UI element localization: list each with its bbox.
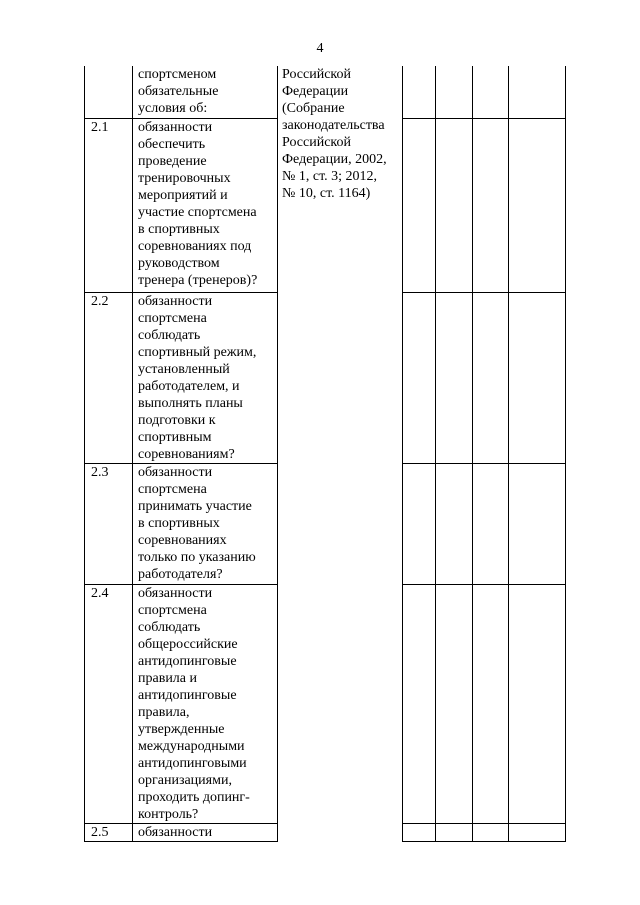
question-cell: [133, 823, 278, 841]
answer-cell: [436, 463, 473, 584]
law-line: № 1, ст. 3; 2012,: [282, 169, 378, 184]
question-line: общероссийские: [138, 636, 238, 652]
question-line: обязанности: [138, 824, 213, 840]
question-line: организациями,: [138, 772, 232, 788]
question-line: обязанности: [138, 293, 213, 309]
question-line: в спортивных: [138, 515, 220, 531]
answer-cell: [473, 66, 509, 118]
question-cell: [133, 463, 278, 584]
answer-cell: [473, 292, 509, 463]
answer-cell: [403, 66, 436, 118]
answer-cell: [436, 584, 473, 823]
question-line: тренировочных: [138, 170, 231, 186]
answer-cell: [509, 463, 566, 584]
law-reference-cell: [278, 66, 403, 841]
answer-cell: [509, 292, 566, 463]
question-line: обеспечить: [138, 136, 206, 152]
answer-cell: [473, 584, 509, 823]
question-cell: [133, 118, 278, 292]
answer-cell: [403, 118, 436, 292]
law-line: Российской: [282, 67, 351, 82]
question-line: спортивным: [138, 429, 212, 445]
question-line: соревнованиях под: [138, 238, 252, 254]
question-line: обязанности: [138, 585, 213, 601]
answer-cell: [403, 292, 436, 463]
question-line: руководством: [138, 255, 220, 271]
law-line: (Собрание: [282, 101, 345, 116]
question-line: международными: [138, 738, 245, 754]
question-line: спортсмена: [138, 310, 207, 326]
question-line: обязательные: [138, 84, 219, 99]
question-line: мероприятий и: [138, 187, 228, 203]
question-line: проведение: [138, 153, 207, 169]
question-line: антидопинговыми: [138, 755, 247, 771]
question-line: установленный: [138, 361, 230, 377]
question-cell: [133, 292, 278, 463]
question-line: спортсмена: [138, 481, 207, 497]
question-line: обязанности: [138, 119, 213, 135]
answer-cell: [436, 292, 473, 463]
row-number: 2.2: [85, 292, 133, 463]
answer-cell: [436, 66, 473, 118]
answer-cell: [403, 463, 436, 584]
question-line: соревнованиям?: [138, 446, 235, 462]
question-line: участие спортсмена: [138, 204, 257, 220]
law-line: Российской: [282, 135, 351, 150]
answer-cell: [509, 66, 566, 118]
question-line: только по указанию: [138, 549, 256, 565]
law-line: № 10, ст. 1164): [282, 186, 371, 201]
law-line: законодательства: [282, 118, 385, 133]
question-line: проходить допинг-: [138, 789, 250, 805]
answer-cell: [509, 823, 566, 841]
question-line: контроль?: [138, 806, 199, 822]
answer-cell: [509, 584, 566, 823]
question-line: принимать участие: [138, 498, 252, 514]
question-line: работодателем, и: [138, 378, 240, 394]
question-line: правила,: [138, 704, 190, 720]
answer-cell: [436, 823, 473, 841]
table-row: [85, 66, 566, 118]
answer-cell: [473, 463, 509, 584]
question-line: спортивный режим,: [138, 344, 257, 360]
question-line: обязанности: [138, 464, 213, 480]
answer-cell: [473, 118, 509, 292]
question-line: условия об:: [138, 101, 208, 116]
question-line: антидопинговые: [138, 687, 237, 703]
question-cell: [133, 66, 278, 118]
question-line: спортсмена: [138, 602, 207, 618]
law-line: Федерации, 2002,: [282, 152, 387, 167]
answer-cell: [436, 118, 473, 292]
page-number: 4: [316, 41, 324, 56]
question-line: выполнять планы: [138, 395, 243, 411]
answer-cell: [403, 584, 436, 823]
question-line: антидопинговые: [138, 653, 237, 669]
question-line: работодателя?: [138, 566, 223, 582]
question-line: соблюдать: [138, 619, 201, 635]
question-line: тренера (тренеров)?: [138, 272, 258, 288]
question-line: соблюдать: [138, 327, 201, 343]
question-cell: [133, 584, 278, 823]
answer-cell: [509, 118, 566, 292]
law-line: Федерации: [282, 84, 349, 99]
question-line: спортсменом: [138, 67, 217, 82]
question-line: правила и: [138, 670, 198, 686]
question-line: в спортивных: [138, 221, 220, 237]
question-line: соревнованиях: [138, 532, 227, 548]
question-line: подготовки к: [138, 412, 216, 428]
answer-cell: [403, 823, 436, 841]
row-number: 2.3: [85, 463, 133, 584]
row-number: 2.1: [85, 118, 133, 292]
row-number: 2.4: [85, 584, 133, 823]
row-number: 2.5: [85, 823, 133, 841]
checklist-table: [84, 66, 566, 842]
answer-cell: [473, 823, 509, 841]
row-number: [85, 66, 133, 118]
question-line: утвержденные: [138, 721, 225, 737]
